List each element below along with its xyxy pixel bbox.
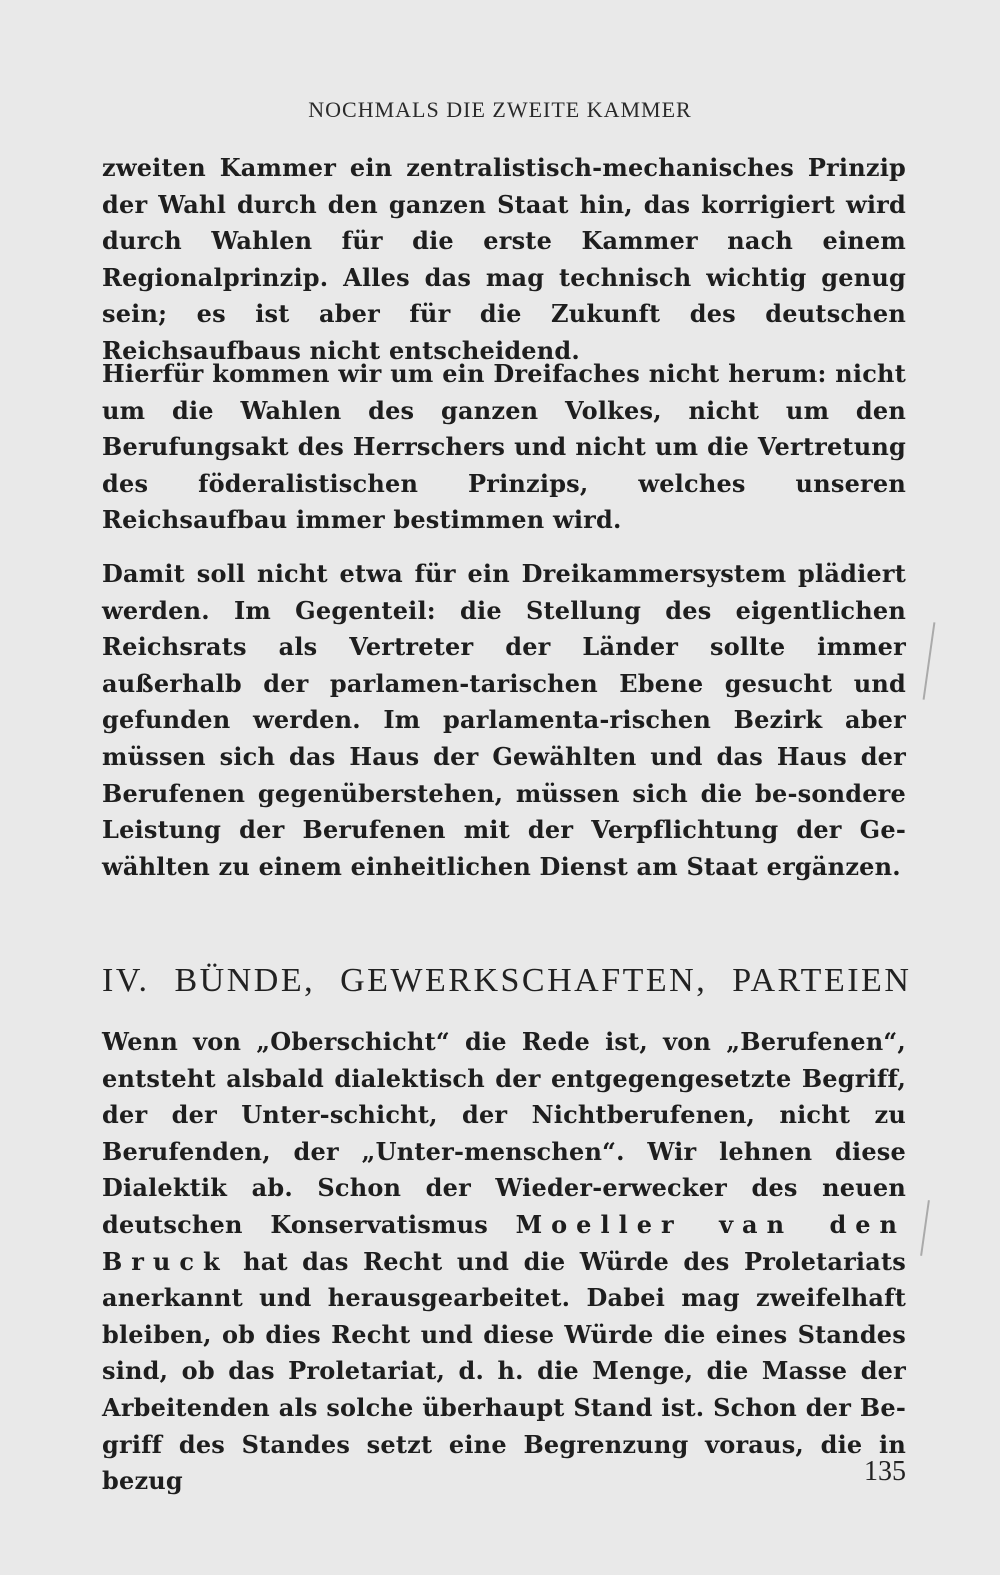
- section-paragraph: [102, 1024, 906, 1500]
- section-paragraph-before: Wenn von „Oberschicht“ die Rede ist, von „Berufenen“, entsteht alsbald dialektisch der entgegengesetzte Begriff, der der Unter-schicht, der Nichtberufenen, nicht zu Berufenden, der „Unter-menschen“. Wir lehnen diese Dialektik ab. Schon der Wieder-erwecker des neuen deutschen Konservatismus: [102, 1027, 906, 1239]
- body-paragraph-2: Hierfür kommen wir um ein Dreifaches nicht herum: nicht um die Wahlen des ganzen Volkes, nicht um den Berufungsakt des Herrschers und nicht um die Vertretung des föderalistischen Prinzips, welches unseren Reichsaufbau immer bestimmen wird.: [102, 359, 906, 535]
- body-paragraph-3: Damit soll nicht etwa für ein Dreikammersystem plädiert werden. Im Gegenteil: die Stellung des eigentlichen Reichsrats als Vertreter der Länder sollte immer außerhalb der parlamen-tarischen Ebene gesucht und gefunden werden. Im parlamenta-rischen Bezirk aber müssen sich das Haus der Gewählten und das Haus der Berufenen gegenüberstehen, müssen sich die be-sondere Leistung der Berufenen mit der Verpflichtung der Ge-wählten zu einem einheitlichen Dienst am Staat ergänzen.: [102, 559, 906, 881]
- pencil-margin-mark: [920, 1200, 930, 1256]
- spaced-author-name: Moeller van den Bruck: [102, 1209, 906, 1276]
- section-paragraph-after: hat das Recht und die Würde des Proletariats anerkannt und herausgearbeitet. Dabei mag zweifelhaft bleiben, ob dies Recht und diese Würde die eines Standes sind, ob das Proletariat, d. h. die Menge, die Masse der Arbeitenden als solche überhaupt Stand ist. Schon der Be-griff des Standes setzt eine Begrenzung voraus, die in bezug: [102, 1246, 906, 1496]
- pencil-margin-mark: [923, 622, 936, 700]
- body-paragraph-1: zweiten Kammer ein zentralistisch-mechanisches Prinzip der Wahl durch den ganzen Staat hin, das korrigiert wird durch Wahlen für die erste Kammer nach einem Regionalprinzip. Alles das mag technisch wichtig genug sein; es ist aber für die Zukunft des deutschen Reichsaufbaus nicht entscheidend.: [102, 153, 906, 365]
- running-head: NOCHMALS DIE ZWEITE KAMMER: [308, 97, 692, 122]
- page-number: 135: [864, 1456, 906, 1487]
- section-heading: IV. BÜNDE, GEWERKSCHAFTEN, PARTEIEN: [102, 962, 912, 999]
